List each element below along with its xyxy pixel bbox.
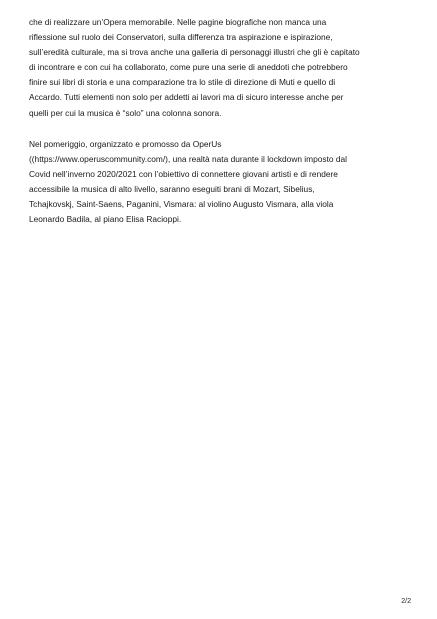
text-line: Nel pomeriggio, organizzato e promosso da OperUs xyxy=(29,138,222,149)
text-line-with-link: ((https://www.operuscommunity.com/), una realtà nata durante il lockdown imposto dal xyxy=(29,153,347,164)
text-line: Accardo. Tutti elementi non solo per addetti ai lavori ma di sicuro interesse anche per xyxy=(29,92,344,103)
text-line: accessibile la musica di alto livello, saranno eseguiti brani di Mozart, Sibelius, xyxy=(29,183,315,194)
text-line: Leonardo Badila, al piano Elisa Racioppi. xyxy=(29,214,182,225)
text-line: Tchajkovskj, Saint-Saens, Paganini, Vismara: al violino Augusto Vismara, alla viola xyxy=(29,199,334,210)
text-line: Covid nell’inverno 2020/2021 con l’obiettivo di connettere giovani artisti e di rendere xyxy=(29,168,338,179)
text-line: sull’eredità culturale, ma si trova anche una galleria di personaggi illustri che gli è capitato xyxy=(29,47,360,58)
text-line: di incontrare e con cui ha collaborato, come pure una serie di aneddoti che potrebbero xyxy=(29,62,348,73)
article-body xyxy=(29,15,415,227)
text-line: finire sui libri di storia e una comparazione tra lo stile di direzione di Muti e quello di xyxy=(29,77,336,88)
paragraph-conservatories xyxy=(29,15,415,121)
text-line: che di realizzare un’Opera memorabile. Nelle pagine biografiche non manca una xyxy=(29,17,327,27)
text-line: quelli per cui la musica è “solo” una colonna sonora. xyxy=(29,107,222,118)
text-line: riflessione sul ruolo dei Conservatori, sulla differenza tra aspirazione e ispirazione, xyxy=(29,32,333,43)
paragraph-spacer xyxy=(29,121,415,137)
paragraph-concert xyxy=(29,137,415,228)
page-number: 2/2 xyxy=(401,598,411,605)
